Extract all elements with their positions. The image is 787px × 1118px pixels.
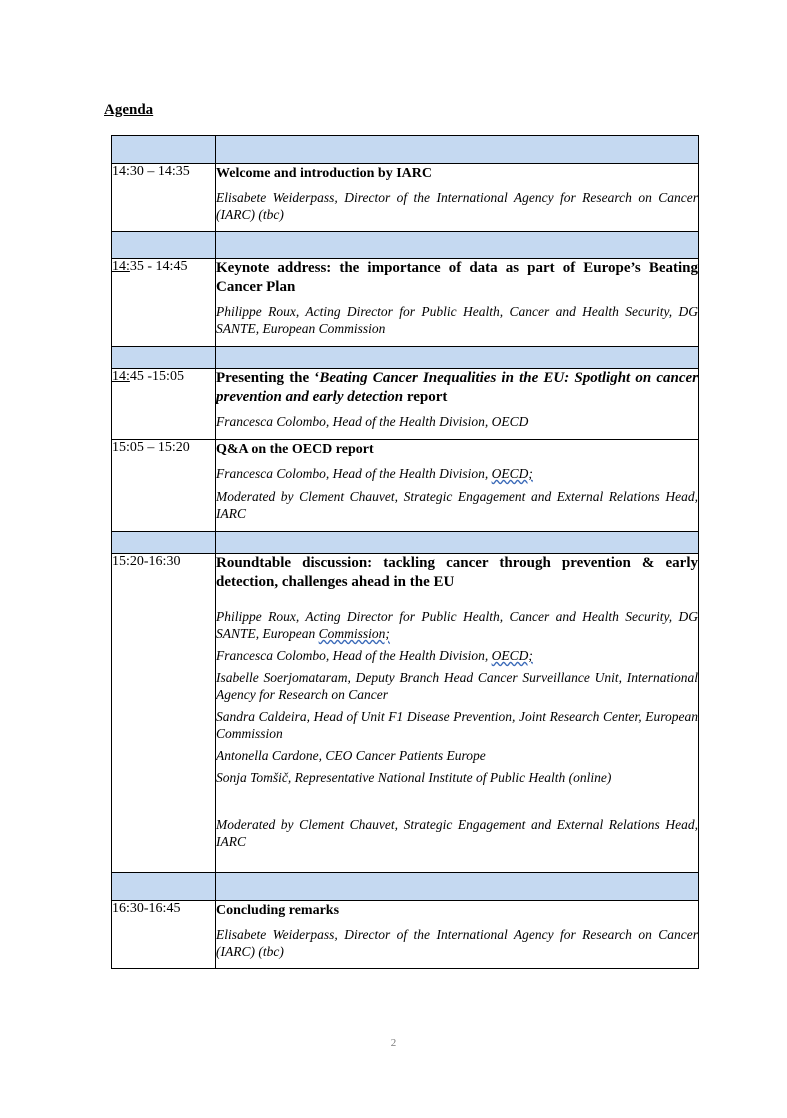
table-row-session-roundtable (112, 554, 699, 873)
session-speaker (216, 465, 698, 482)
table-row-session-report (112, 369, 699, 440)
session-title (216, 369, 698, 407)
session-time (112, 259, 216, 347)
session-time: 15:20-16:30 (112, 554, 216, 873)
session-title: Concluding remarks (216, 903, 340, 918)
agenda-heading: Agenda (104, 102, 154, 118)
session-time: 15:05 – 15:20 (112, 440, 216, 532)
speaker-org: OECD; (491, 466, 533, 481)
title-prefix: Presenting the ‘ (216, 370, 320, 386)
speaker-text: Francesca Colombo, Head of the Health Division, (216, 466, 492, 481)
title-suffix: report (403, 389, 448, 405)
session-speaker: Francesca Colombo, Head of the Health Division, OECD (216, 414, 529, 429)
panelist-text: Francesca Colombo, Head of the Health Division, (216, 648, 492, 663)
report-name: Beating Cancer Inequalities in the EU: Spotlight on cancer prevention and early detection (216, 370, 698, 405)
table-row-divider (112, 232, 699, 259)
panelist: Sandra Caldeira, Head of Unit F1 Disease Prevention, Joint Research Center, European Commission (216, 709, 698, 741)
table-row-divider (112, 347, 699, 369)
table-row-divider (112, 873, 699, 901)
session-time-rest: 45 -15:05 (129, 369, 184, 384)
table-row-session-keynote (112, 259, 699, 347)
panelist-org: OECD; (491, 648, 533, 663)
panelist (216, 647, 698, 664)
panelist-org: Commission; (318, 626, 390, 641)
session-speaker: Elisabete Weiderpass, Director of the International Agency for Research on Cancer (IARC) (tbc) (216, 190, 698, 222)
agenda-table (111, 135, 699, 969)
session-title: Welcome and introduction by IARC (216, 166, 432, 181)
panelist: Antonella Cardone, CEO Cancer Patients Europe (216, 748, 486, 763)
panelist: Isabelle Soerjomataram, Deputy Branch Head Cancer Surveillance Unit, International Agency for Research on Cancer (216, 670, 698, 702)
panelist (216, 608, 698, 642)
table-row-session-qa (112, 440, 699, 532)
page-number: 2 (390, 1037, 397, 1049)
session-title: Keynote address: the importance of data as part of Europe’s Beating Cancer Plan (216, 260, 698, 295)
session-moderator: Moderated by Clement Chauvet, Strategic Engagement and External Relations Head, IARC (216, 817, 698, 849)
session-title: Roundtable discussion: tackling cancer through prevention & early detection, challenges ahead in the EU (216, 555, 698, 590)
table-row-session-closing (112, 901, 699, 969)
session-time: 14:30 – 14:35 (112, 164, 216, 232)
panelist: Sonja Tomšič, Representative National Institute of Public Health (online) (216, 770, 612, 785)
table-row-divider (112, 136, 699, 164)
session-time-hour: 14: (112, 259, 130, 274)
panelist-text: Philippe Roux, Acting Director for Public Health, Cancer and Health Security, DG SANTE, European (216, 609, 698, 641)
session-moderator: Moderated by Clement Chauvet, Strategic Engagement and External Relations Head, IARC (216, 489, 698, 521)
table-row-session-welcome (112, 164, 699, 232)
session-title: Q&A on the OECD report (216, 442, 374, 457)
session-time (112, 369, 216, 440)
session-time-hour: 14: (112, 369, 130, 384)
session-speaker: Philippe Roux, Acting Director for Public Health, Cancer and Health Security, DG SANTE, European Commission (216, 304, 698, 336)
session-speaker: Elisabete Weiderpass, Director of the International Agency for Research on Cancer (IARC) (tbc) (216, 927, 698, 959)
session-time: 16:30-16:45 (112, 901, 216, 969)
table-row-divider (112, 532, 699, 554)
session-time-rest: 35 - 14:45 (129, 259, 188, 274)
